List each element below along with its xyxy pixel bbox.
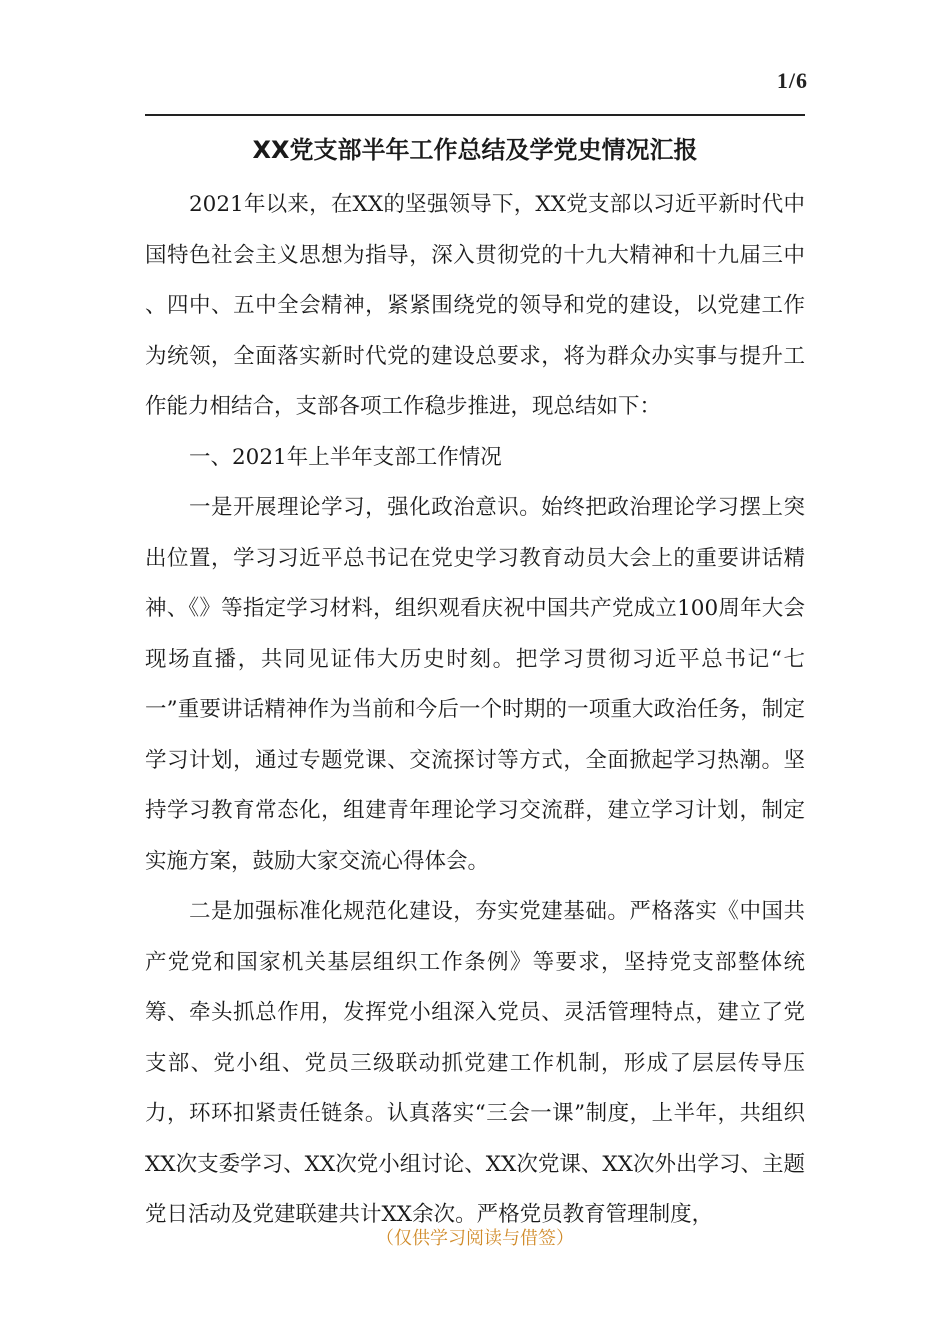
page-number: 1/6 [776, 68, 808, 93]
document-title: XX党支部半年工作总结及学党史情况汇报 [252, 136, 698, 164]
paragraph-intro: 2021年以来，在XX的坚强领导下，XX党支部以习近平新时代中国特色社会主义思想为指导，深入贯彻党的十九大精神和十九届三中 、四中、五中全会精神，紧紧围绕党的领导和党的建设，以党建工作为统领，全面落实新时代党的建设总要求，将为群众办实事与提升工作能力相结合，支部各项工作稳步推进，现总结如下： [145, 192, 805, 419]
document-body [145, 180, 805, 1241]
header-divider [145, 114, 805, 116]
footer-note: （仅供学习阅读与借签） [376, 1228, 574, 1249]
section-heading-1: 一、2021年上半年支部工作情况 [189, 444, 502, 470]
paragraph-theory-study: 一是开展理论学习，强化政治意识。始终把政治理论学习摆上突出位置，学习习近平总书记在党史学习教育动员大会上的重要讲话精神、《》等指定学习材料，组织观看庆祝中国共产党成立100周年大会现场直播，共同见证伟大历史时刻。把学习贯彻习近平总书记“七一”重要讲话精神作为当前和今后一个时期的一项重大政治任务，制定学习计划，通过专题党课、交流探讨等方式，全面掀起学习热潮。坚持学习教育常态化，组建青年理论学习交流群，建立学习计划，制定实施方案，鼓励大家交流心得体会。 [145, 495, 805, 874]
paragraph-standardization: 二是加强标准化规范化建设，夯实党建基础。严格落实《中国共产党党和国家机关基层组织工作条例》等要求，坚持党支部整体统筹、牵头抓总作用，发挥党小组深入党员、灵活管理特点，建立了党支部、党小组、党员三级联动抓党建工作机制，形成了层层传导压力，环环扣紧责任链条。认真落实“三会一课”制度，上半年，共组织XX次支委学习、XX次党小组讨论、XX次党课、XX次外出学习、主题党日活动及党建联建共计XX余次。严格党员教育管理制度， [145, 899, 805, 1227]
